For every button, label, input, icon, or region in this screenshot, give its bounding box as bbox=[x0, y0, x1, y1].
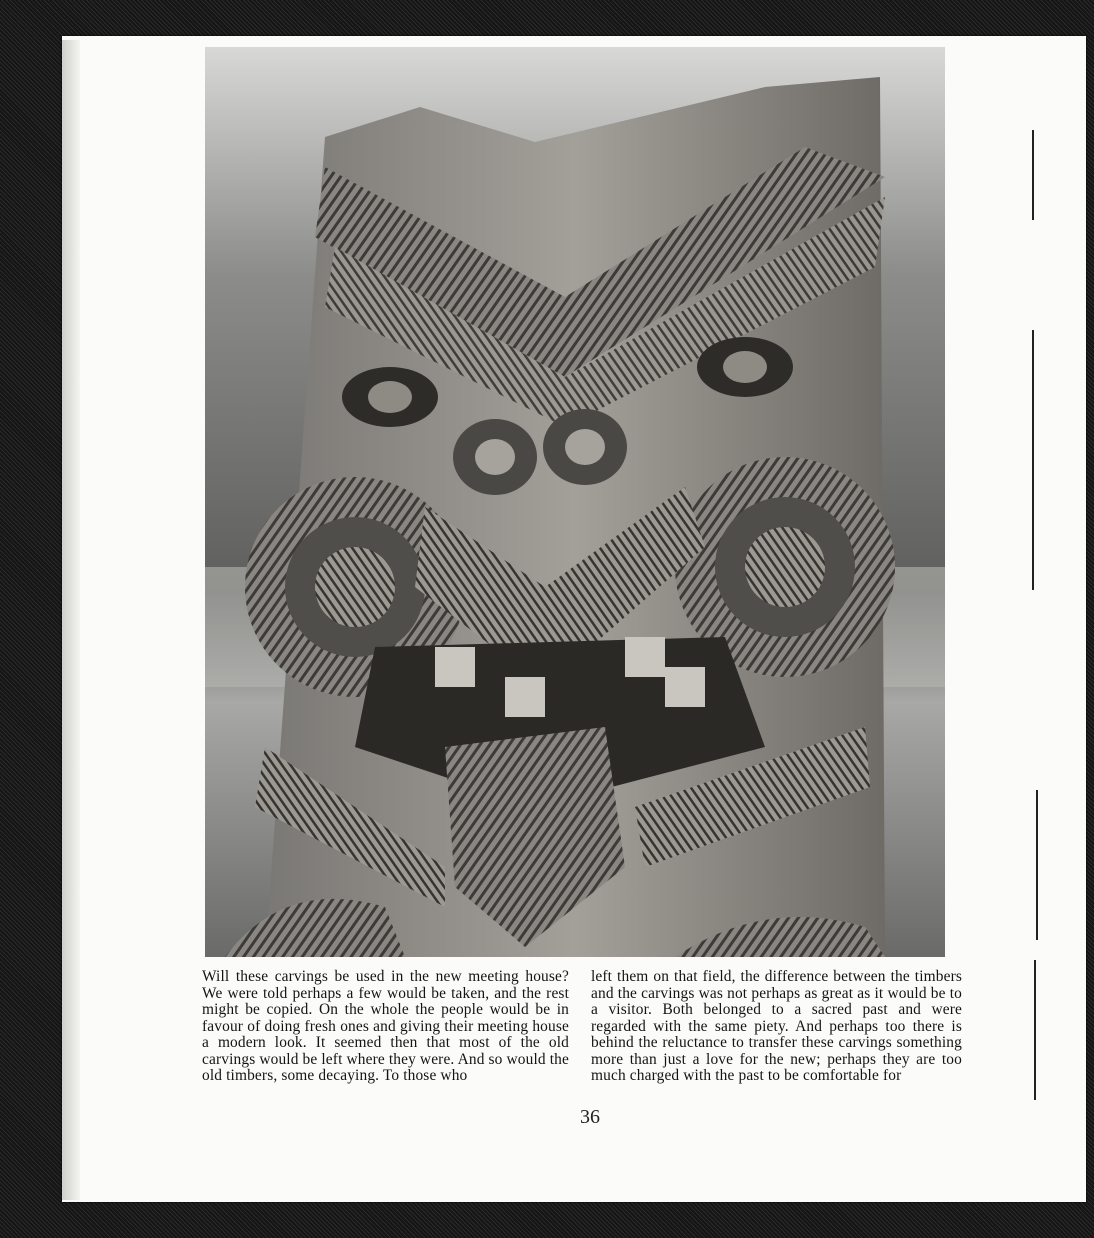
body-text-right-column: left them on that field, the difference between the timbers and the carvings was not perhaps as great as it would be to a visitor. Both belonged to a sacred past and were regarded with the same piety. And perhaps too there is behind the reluctance to transfer these carvings something more than just a love for the new; perhaps they are too much charged with the past to be comfortable for bbox=[591, 968, 962, 1084]
scan-mark bbox=[1032, 130, 1034, 220]
page-edge-shadow bbox=[62, 40, 80, 1200]
page-number: 36 bbox=[580, 1106, 600, 1128]
scan-mark bbox=[1034, 960, 1036, 1100]
carved-wooden-panel-icon bbox=[205, 47, 945, 957]
scan-mark bbox=[1032, 330, 1034, 590]
carving-photograph bbox=[205, 47, 945, 957]
body-text-left-column: Will these carvings be used in the new meeting house? We were told perhaps a few would be taken, and the rest might be copied. On the whole the people would be in favour of doing fresh ones and giving their meeting house a modern look. It seemed then that most of the old carvings would be left where they were. And so would the old timbers, some decaying. To those who bbox=[202, 968, 569, 1084]
scan-mark bbox=[1036, 790, 1038, 940]
